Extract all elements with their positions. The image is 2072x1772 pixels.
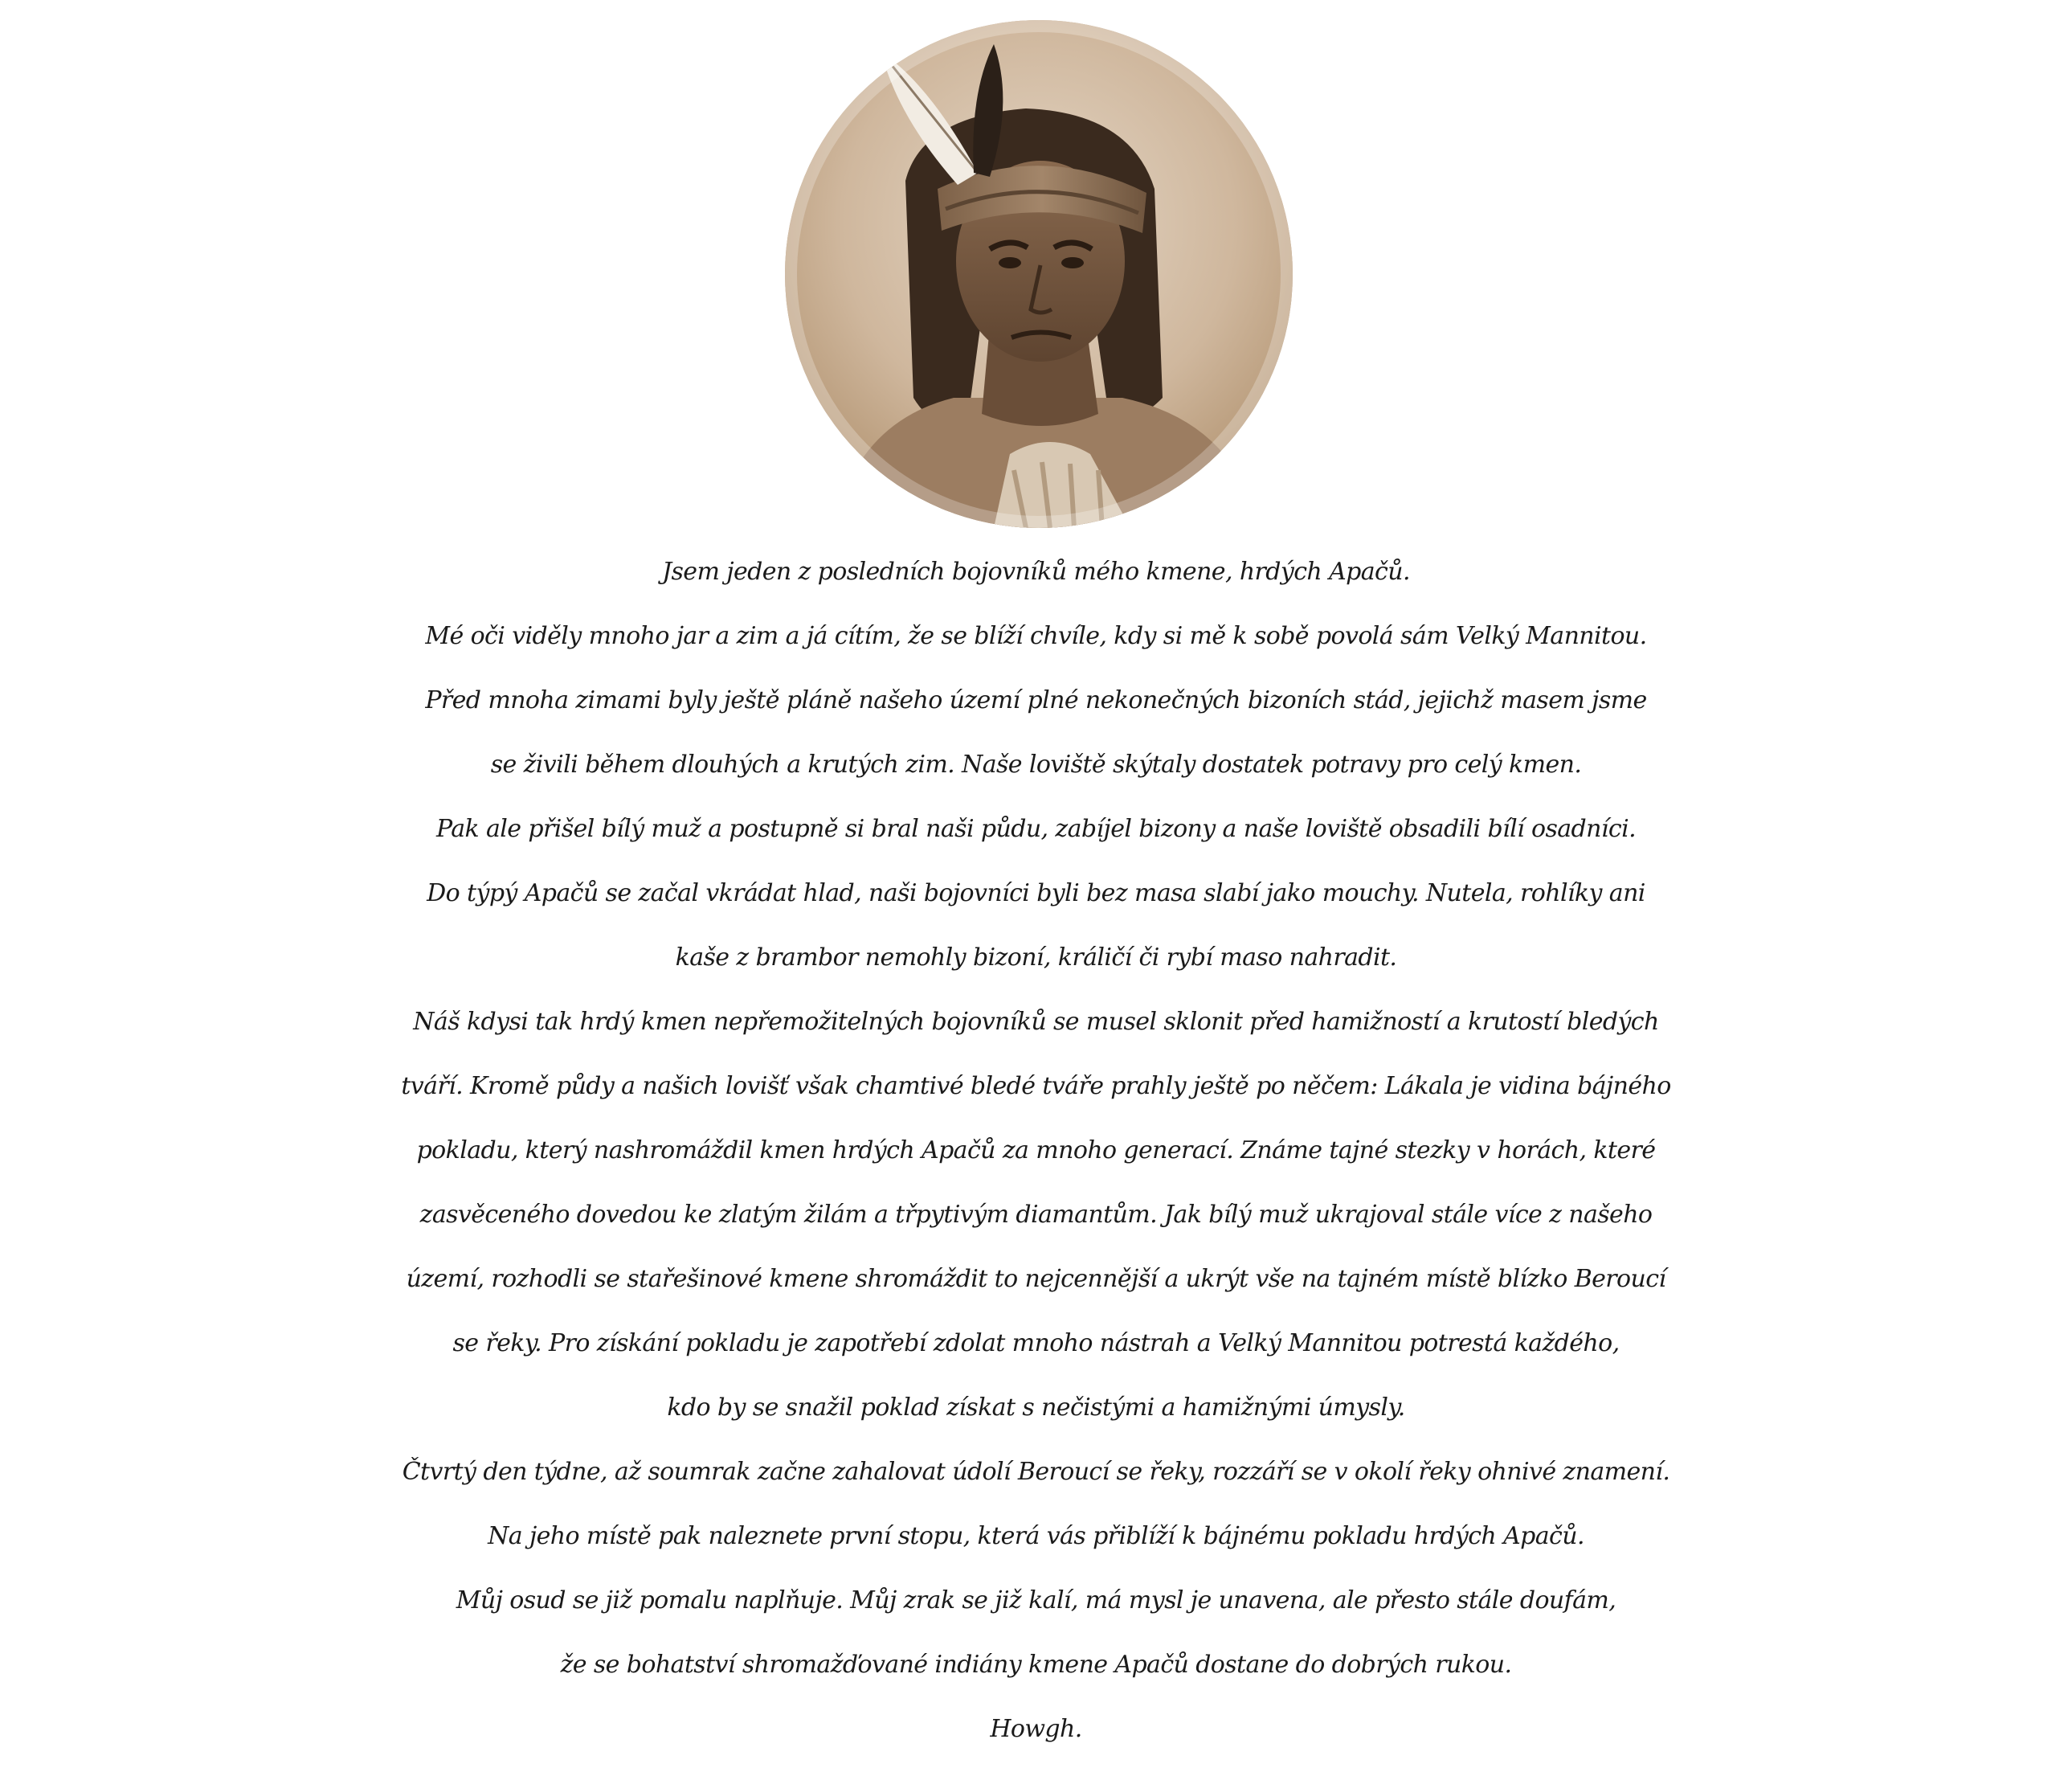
letter-line: Pak ale přišel bílý muž a postupně si bral naši půdu, zabíjel bizony a naše loviště obsadili bílí osadníci. bbox=[435, 815, 1637, 843]
letter-line: Můj osud se již pomalu naplňuje. Můj zrak se již kalí, má mysl je unavena, ale přesto stále doufám, bbox=[456, 1586, 1616, 1614]
letter-line: Před mnoha zimami byly ještě pláně našeho území plné nekonečných bizoních stád, jejichž masem jsme bbox=[425, 686, 1647, 714]
letter-line: že se bohatství shromažďované indiány kmene Apačů dostane do dobrých rukou. bbox=[560, 1651, 1512, 1679]
letter-line: pokladu, který nashromáždil kmen hrdých Apačů za mnoho generací. Známe tajné stezky v horách, které bbox=[416, 1136, 1656, 1164]
letter-line: se živili během dlouhých a krutých zim. Naše loviště skýtaly dostatek potravy pro celý kmen. bbox=[490, 751, 1582, 779]
apache-warrior-portrait-icon bbox=[785, 20, 1293, 528]
letter-line: Mé oči viděly mnoho jar a zim a já cítím, že se blíží chvíle, kdy si mě k sobě povolá sám Velký Mannitou. bbox=[425, 622, 1647, 650]
letter-line: Náš kdysi tak hrdý kmen nepřemožitelných bojovníků se musel sklonit před hamižností a krutostí bledých bbox=[413, 1008, 1659, 1036]
letter-text bbox=[0, 540, 2072, 1762]
letter-line: kaše z brambor nemohly bizoní, králičí či rybí maso nahradit. bbox=[675, 943, 1397, 972]
letter-line: území, rozhodli se stařešinové kmene shromáždit to nejcennější a ukrýt vše na tajném místě blízko Beroucí bbox=[406, 1265, 1666, 1293]
letter-line: tváří. Kromě půdy a našich lovišť však chamtivé bledé tváře prahly ještě po něčem: Lákala je vidina bájného bbox=[401, 1072, 1671, 1100]
letter-line: Do týpý Apačů se začal vkrádat hlad, naši bojovníci byli bez masa slabí jako mouchy. Nutela, rohlíky ani bbox=[427, 879, 1645, 907]
letter-line: zasvěceného dovedou ke zlatým žilám a třpytivým diamantům. Jak bílý muž ukrajoval stále více z našeho bbox=[419, 1201, 1653, 1229]
letter-line: se řeky. Pro získání pokladu je zapotřebí zdolat mnoho nástrah a Velký Mannitou potrestá každého, bbox=[452, 1329, 1620, 1357]
letter-line: Na jeho místě pak naleznete první stopu, která vás přiblíží k bájnému pokladu hrdých Apačů. bbox=[488, 1522, 1584, 1550]
letter-line: Čtvrtý den týdne, až soumrak začne zahalovat údolí Beroucí se řeky, rozzáří se v okolí řeky ohnivé znamení. bbox=[402, 1458, 1670, 1486]
letter-line: kdo by se snažil poklad získat s nečistými a hamižnými úmysly. bbox=[667, 1393, 1405, 1422]
signature: Howgh. bbox=[990, 1715, 1082, 1743]
letter-line: Jsem jeden z posledních bojovníků mého kmene, hrdých Apačů. bbox=[662, 558, 1410, 586]
